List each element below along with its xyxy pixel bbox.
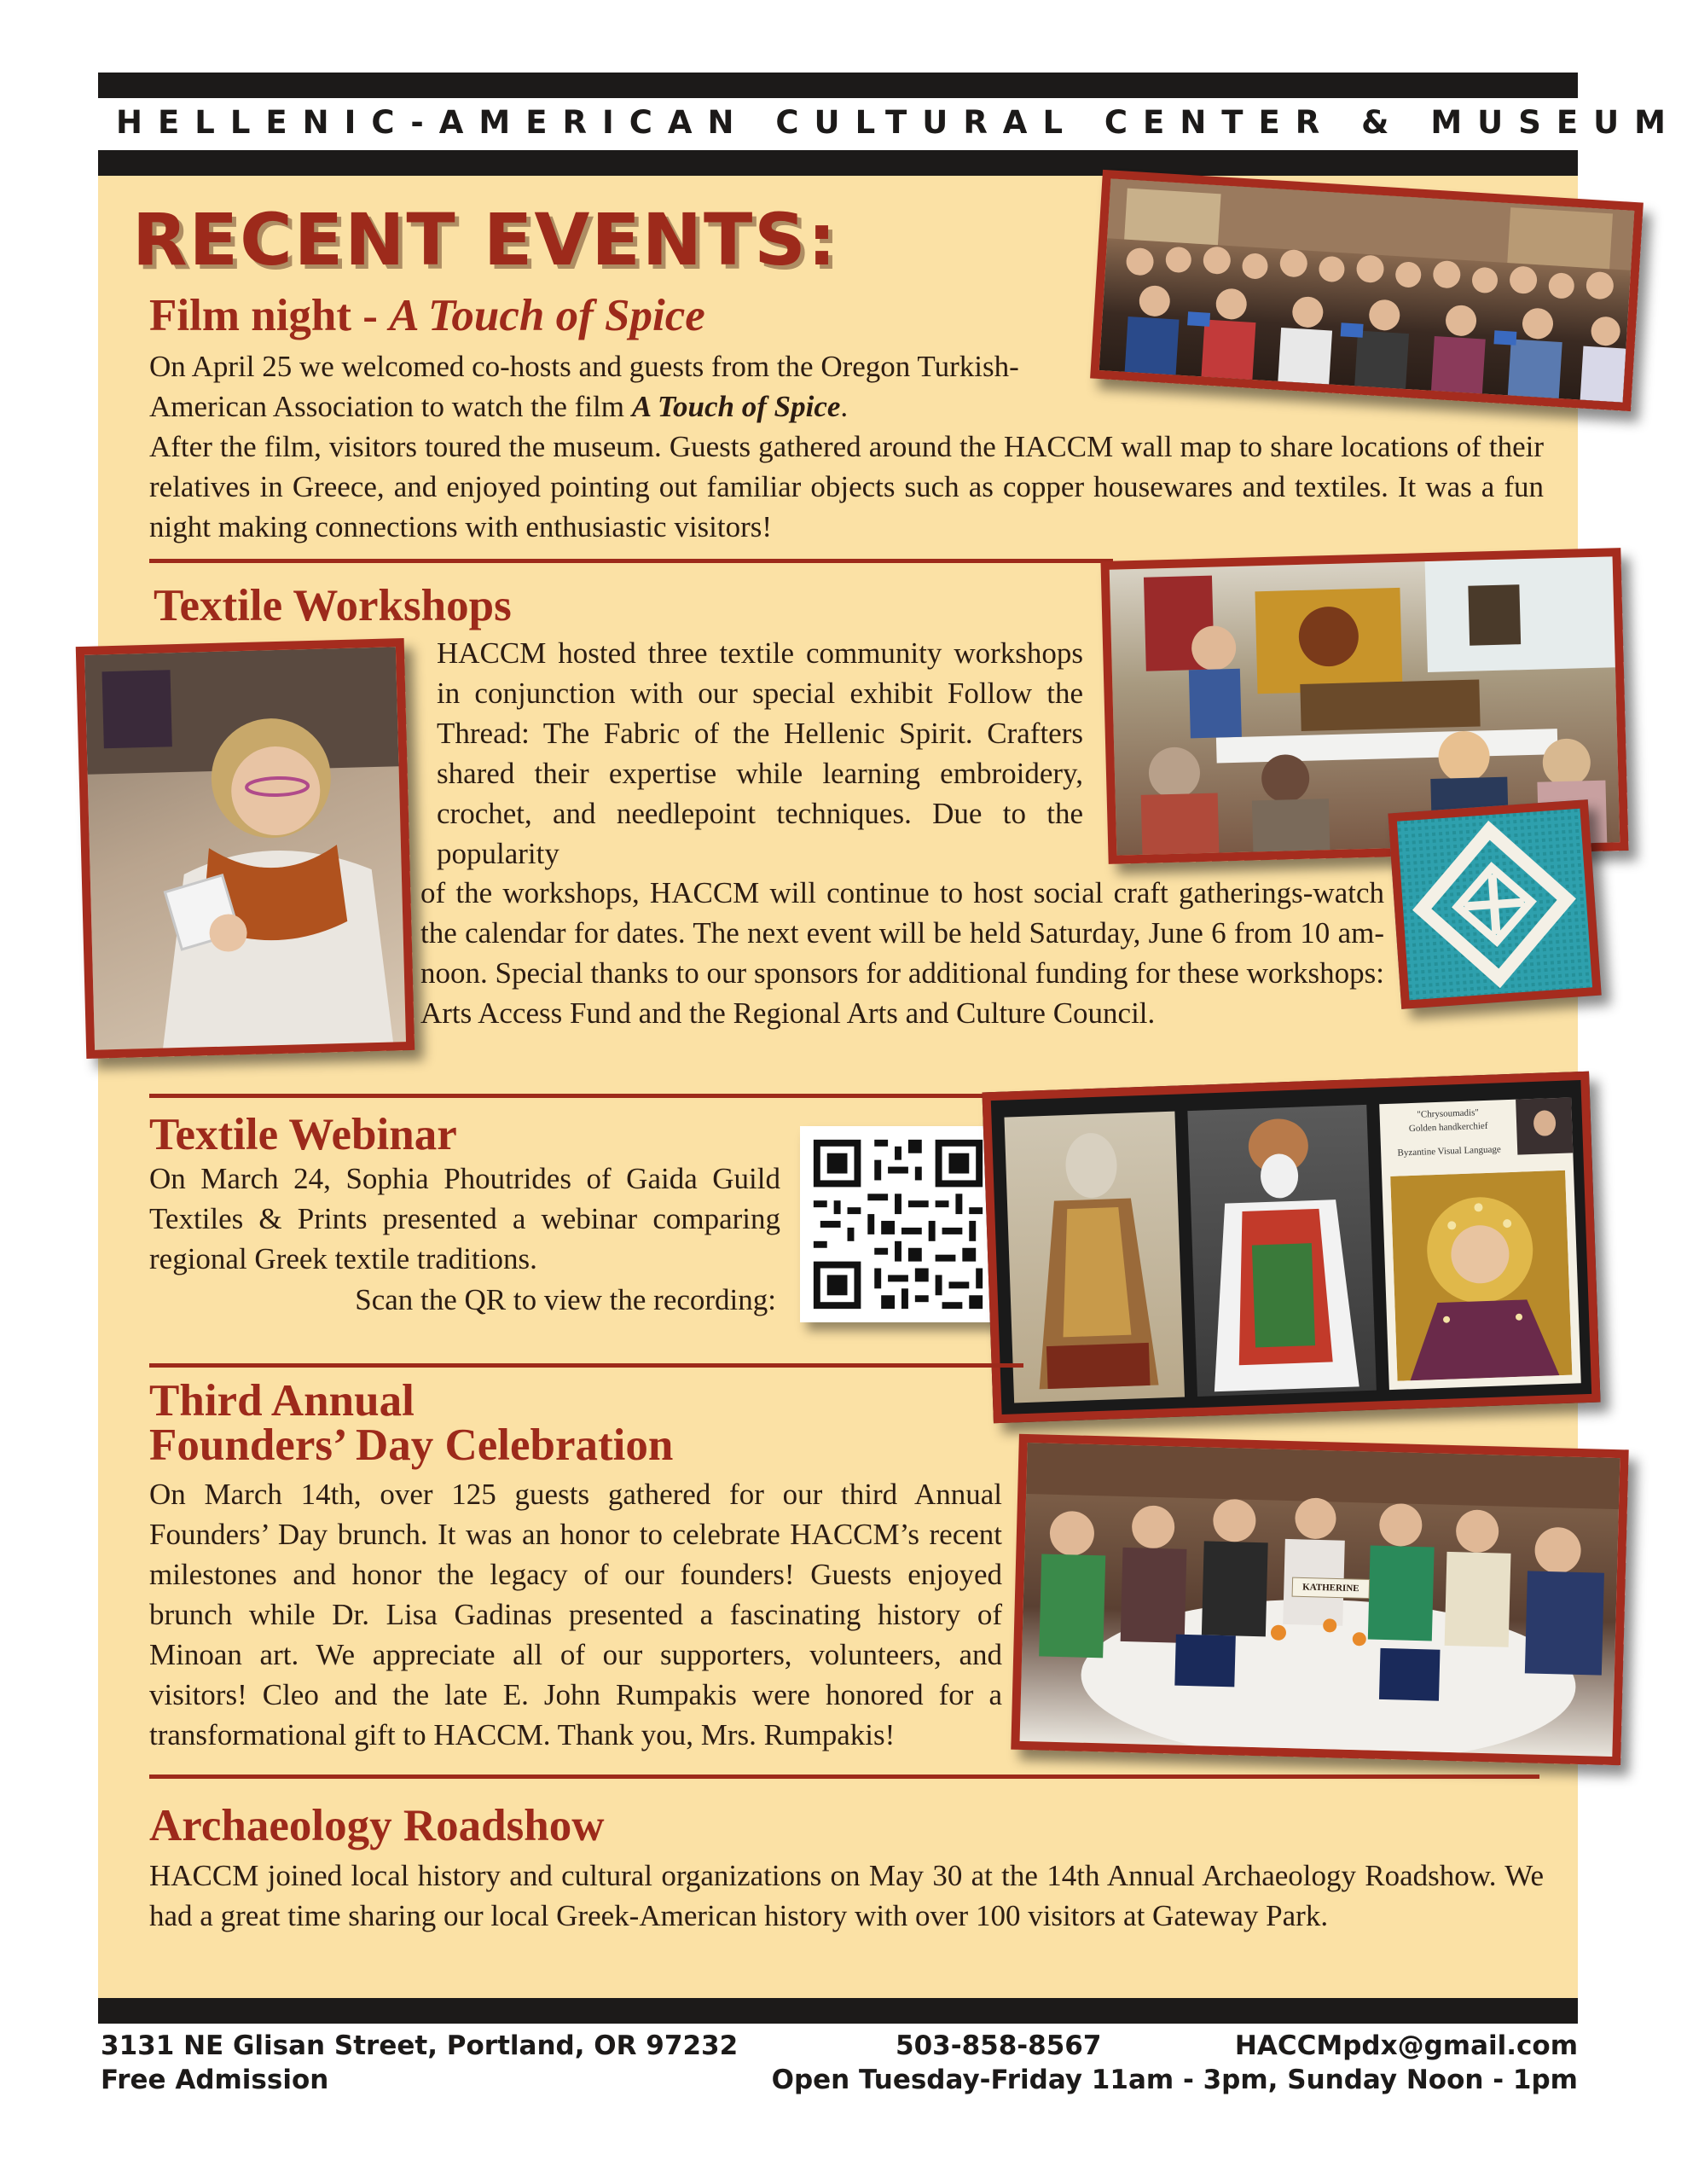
archaeology-title: Archaeology Roadshow [149,1801,605,1850]
film-night-text: On April 25 we welcomed co-hosts and guests from the Oregon Turkish-American Association to watch the film [149,350,1019,423]
textile-workshops-paragraph-1: HACCM hosted three textile community workshops in conjunction with our special exhibit Follow the Thread: The Fabric of the Hellenic Spirit. Crafters shared their expertise while learning embroidery, crochet, and needlepoint techniques. Due to the popularity [437,636,1083,870]
needlepoint-pattern [1397,809,1592,1000]
costume-panel-1 [1004,1112,1185,1403]
divider-2 [149,1094,1002,1098]
film-night-photo [1090,170,1644,411]
film-night-film-name: A Touch of Spice [631,390,841,423]
film-night-text-end: . [840,390,849,423]
byzantine-slide [1379,1097,1581,1390]
webinar-screenshot-photo [982,1072,1600,1424]
header-bottom-bar [98,150,1578,176]
mosaic-illustration [1390,1170,1572,1381]
embroidery-woman-illustration [84,647,406,1049]
divider-4 [149,1774,1539,1779]
textile-workshops-paragraph-2: of the workshops, HACCM will continue to host social craft gatherings-watch the calendar for dates. The next event will be held Saturday, June 6 from 10 am-noon. Special thanks to our sponsors for additional funding for these workshops: Arts Access Fund and the Regional Arts and Culture Council. [420,876,1384,1030]
embroidery-woman-photo [76,638,415,1059]
founders-day-title-2: Founders’ Day Celebration [149,1420,674,1470]
film-night-title [149,290,705,341]
footer-phone[interactable]: 503-858-8567 [896,2030,1102,2061]
header-top-bar [98,73,1578,98]
qr-instruction: Scan the QR to view the recording: [355,1283,776,1316]
footer-bar [98,1998,1578,2024]
needlepoint-photo [1388,799,1601,1009]
textile-workshops-title: Textile Workshops [154,581,512,630]
film-night-title-prefix: Film night - [149,291,390,340]
slide-caption-1: "Chrysoumadis" [1417,1107,1480,1120]
costume-2-illustration [1187,1105,1377,1397]
header-title: HELLENIC-AMERICAN CULTURAL CENTER & MUSEUM [116,104,1681,141]
founders-day-brunch-photo [1011,1434,1628,1766]
footer-admission: Free Admission [101,2065,329,2095]
divider-1 [149,559,1113,563]
costume-panel-2 [1187,1105,1377,1397]
footer-address: 3131 NE Glisan Street, Portland, OR 97232 [101,2030,739,2061]
film-night-paragraph-2: After the film, visitors toured the museum. Guests gathered around the HACCM wall map to share locations of their relatives in Greece, and enjoyed pointing out familiar objects such as copper housewares and textiles. It was a fun night making connections with enthusiastic visitors! [149,430,1544,543]
slide-caption-3: Byzantine Visual Language [1397,1144,1502,1159]
film-night-title-film: A Touch of Spice [389,291,705,340]
footer-email[interactable]: HACCMpdx@gmail.com [1234,2030,1578,2061]
presenter-video [1516,1097,1573,1154]
textile-webinar-paragraph: On March 24, Sophia Phoutrides of Gaida Guild Textiles & Prints presented a webinar comparing regional Greek textile traditions. [149,1162,780,1275]
qr-code-icon [800,1126,996,1322]
page-title: RECENT EVENTS: [132,198,838,282]
divider-3 [149,1363,1023,1368]
film-night-paragraph-1 [149,346,1092,427]
brunch-illustration [1020,1443,1620,1757]
footer-hours: Open Tuesday-Friday 11am - 3pm, Sunday Noon - 1pm [771,2065,1578,2095]
textile-webinar-title: Textile Webinar [149,1110,457,1159]
archaeology-paragraph: HACCM joined local history and cultural organizations on May 30 at the 14th Annual Archaeology Roadshow. We had a great time sharing our local Greek-American history with over 100 visitors at Gateway Park. [149,1859,1544,1932]
qr-code[interactable] [800,1126,996,1322]
founders-day-title-1: Third Annual [149,1376,415,1426]
founders-day-paragraph: On March 14th, over 125 guests gathered for our third Annual Founders’ Day brunch. It was an honor to celebrate HACCM’s recent milestones and honor the legacy of our founders! Guests enjoyed brunch while Dr. Lisa Gadinas presented a fascinating history of Minoan art. We appreciate all of our supporters, volunteers, and visitors! Cleo and the late E. John Rumpakis were honored for a transformational gift to HACCM. Thank you, Mrs. Rumpakis! [149,1478,1002,1751]
crowd-illustration [1099,178,1635,402]
slide-caption-2: Golden handkerchief [1408,1120,1488,1135]
costume-1-illustration [1004,1112,1185,1403]
place-card-text: KATHERINE [1301,1582,1359,1594]
